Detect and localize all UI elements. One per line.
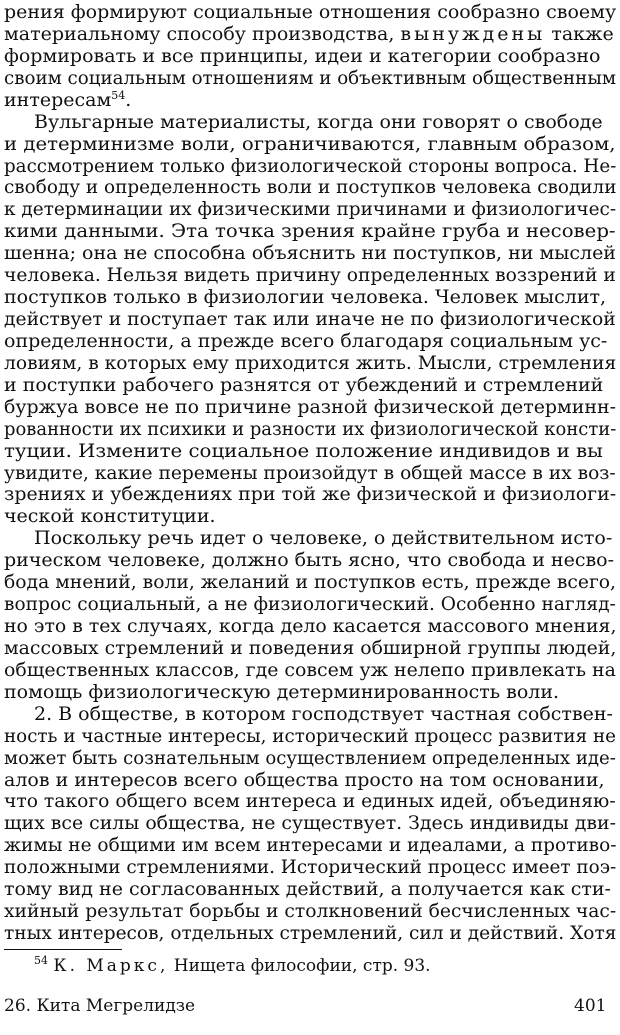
text-line: определенности, а прежде всего благодаря социальным ус- (4, 329, 608, 352)
text-line: бода мнений, воли, желаний и поступков есть, прежде всего, (4, 571, 617, 594)
footnote-ref: 54 (111, 88, 126, 102)
text-line: формировать и все принципы, идеи и категории сообразно (4, 44, 601, 67)
text-line: и поступки рабочего разнятся от убеждений и стремлений (4, 373, 604, 396)
text-line (4, 90, 131, 112)
footnote-title: Нищета философии, стр. 93. (173, 956, 431, 976)
text-span: также (551, 22, 614, 45)
text-line: своим социальным отношениям и объективным общественным (4, 66, 616, 89)
text-span: интересам (4, 88, 112, 111)
footnote (34, 955, 431, 977)
text-line: шенна; она не способна объяснить ни поступков, ни мыслей (4, 242, 616, 265)
text-line: увидите, какие перемены произойдут в общей массе в их воз- (4, 461, 616, 484)
text-line: свободу и определенность воли и поступков человека сводили (4, 176, 617, 199)
text-line: действует и поступает так или иначе не по физиологической (4, 308, 616, 331)
text-line: и детерминизме воли, ограничиваются, главным образом, (4, 132, 616, 155)
text-line: что такого общего всем интереса и единых идей, объединяю- (4, 790, 616, 813)
text-line: массовых стремлений и поведения обширной группы людей, (4, 636, 617, 659)
text-line: положными стремлениями. Исторический процесс имеет поэ- (4, 856, 617, 879)
text-line: тных интересов, отдельных стремлений, сил и действий. Хотя (4, 922, 617, 945)
footnote-divider (4, 949, 122, 950)
text-line: 2. В обществе, в котором господствует частная собствен- (34, 702, 613, 725)
text-line: но это в тех случаях, когда дело касается массового мнения, (4, 615, 617, 638)
text-line: человека. Нельзя видеть причину определенных воззрений и (4, 264, 616, 287)
text-line: вопрос социальный, а не физиологический. Особенно нагляд- (4, 593, 616, 616)
text-line: Вульгарные материалисты, когда они говорят о свободе (34, 110, 603, 133)
text-line: жимы не общими им всем интересами и идеалами, а противо- (4, 834, 617, 857)
text-line: общественных классов, где совсем уж нелепо привлекать на (4, 658, 616, 681)
text-line: может быть сознательным осуществлением определенных иде- (4, 746, 616, 769)
text-span: . (125, 88, 132, 111)
text-line: поступков только в физиологии человека. Человек мыслит, (4, 286, 607, 309)
footnote-author: К. Маркс, (53, 956, 169, 976)
text-span: материальному способу производства, (4, 22, 395, 45)
text-line: Поскольку речь идет о человеке, о действительном исто- (34, 527, 613, 550)
text-line: ческой конституции. (4, 505, 216, 528)
text-line: буржуа вовсе не по причине разной физической детерминн- (4, 395, 617, 418)
text-line: ловиям, в которых ему приходится жить. Мысли, стремления (4, 351, 617, 374)
text-line: хийный результат борьбы и столкновений бесчисленных час- (4, 900, 617, 923)
text-line: рическом человеке, должно быть ясно, что свобода и несво- (4, 549, 615, 572)
text-line: рассмотрением только физиологической стороны вопроса. Не- (4, 154, 617, 177)
page-number: 401 (574, 996, 607, 1016)
text-line: щих все силы общества, не существует. Здесь индивиды дви- (4, 812, 617, 835)
text-line: кими данными. Эта точка зрения крайне груба и несовер- (4, 220, 616, 243)
text-line: ность и частные интересы, исторический процесс развития не (4, 724, 616, 747)
text-line: рения формируют социальные отношения сообразно своему (4, 1, 617, 23)
text-line: туции. Измените социальное положение индивидов и вы (4, 439, 603, 462)
text-line: зрениях и убеждениях при той же физической и физиологи- (4, 483, 617, 506)
emphasized-word: вынуждены (400, 22, 546, 45)
text-line: помощь физиологическую детерминированность воли. (4, 680, 560, 703)
text-line: рованности их психики и разности их физиологической консти- (4, 417, 617, 440)
footnote-number: 54 (34, 954, 48, 967)
text-line: тому вид не согласованных действий, а получается как сти- (4, 878, 611, 901)
text-line (4, 24, 614, 46)
text-line: к детерминации их физическими причинами и физиологичес- (4, 198, 617, 221)
signature-mark: 26. Кита Мегрелидзе (4, 996, 196, 1016)
text-line: алов и интересов всего общества просто на том основании, (4, 768, 605, 791)
